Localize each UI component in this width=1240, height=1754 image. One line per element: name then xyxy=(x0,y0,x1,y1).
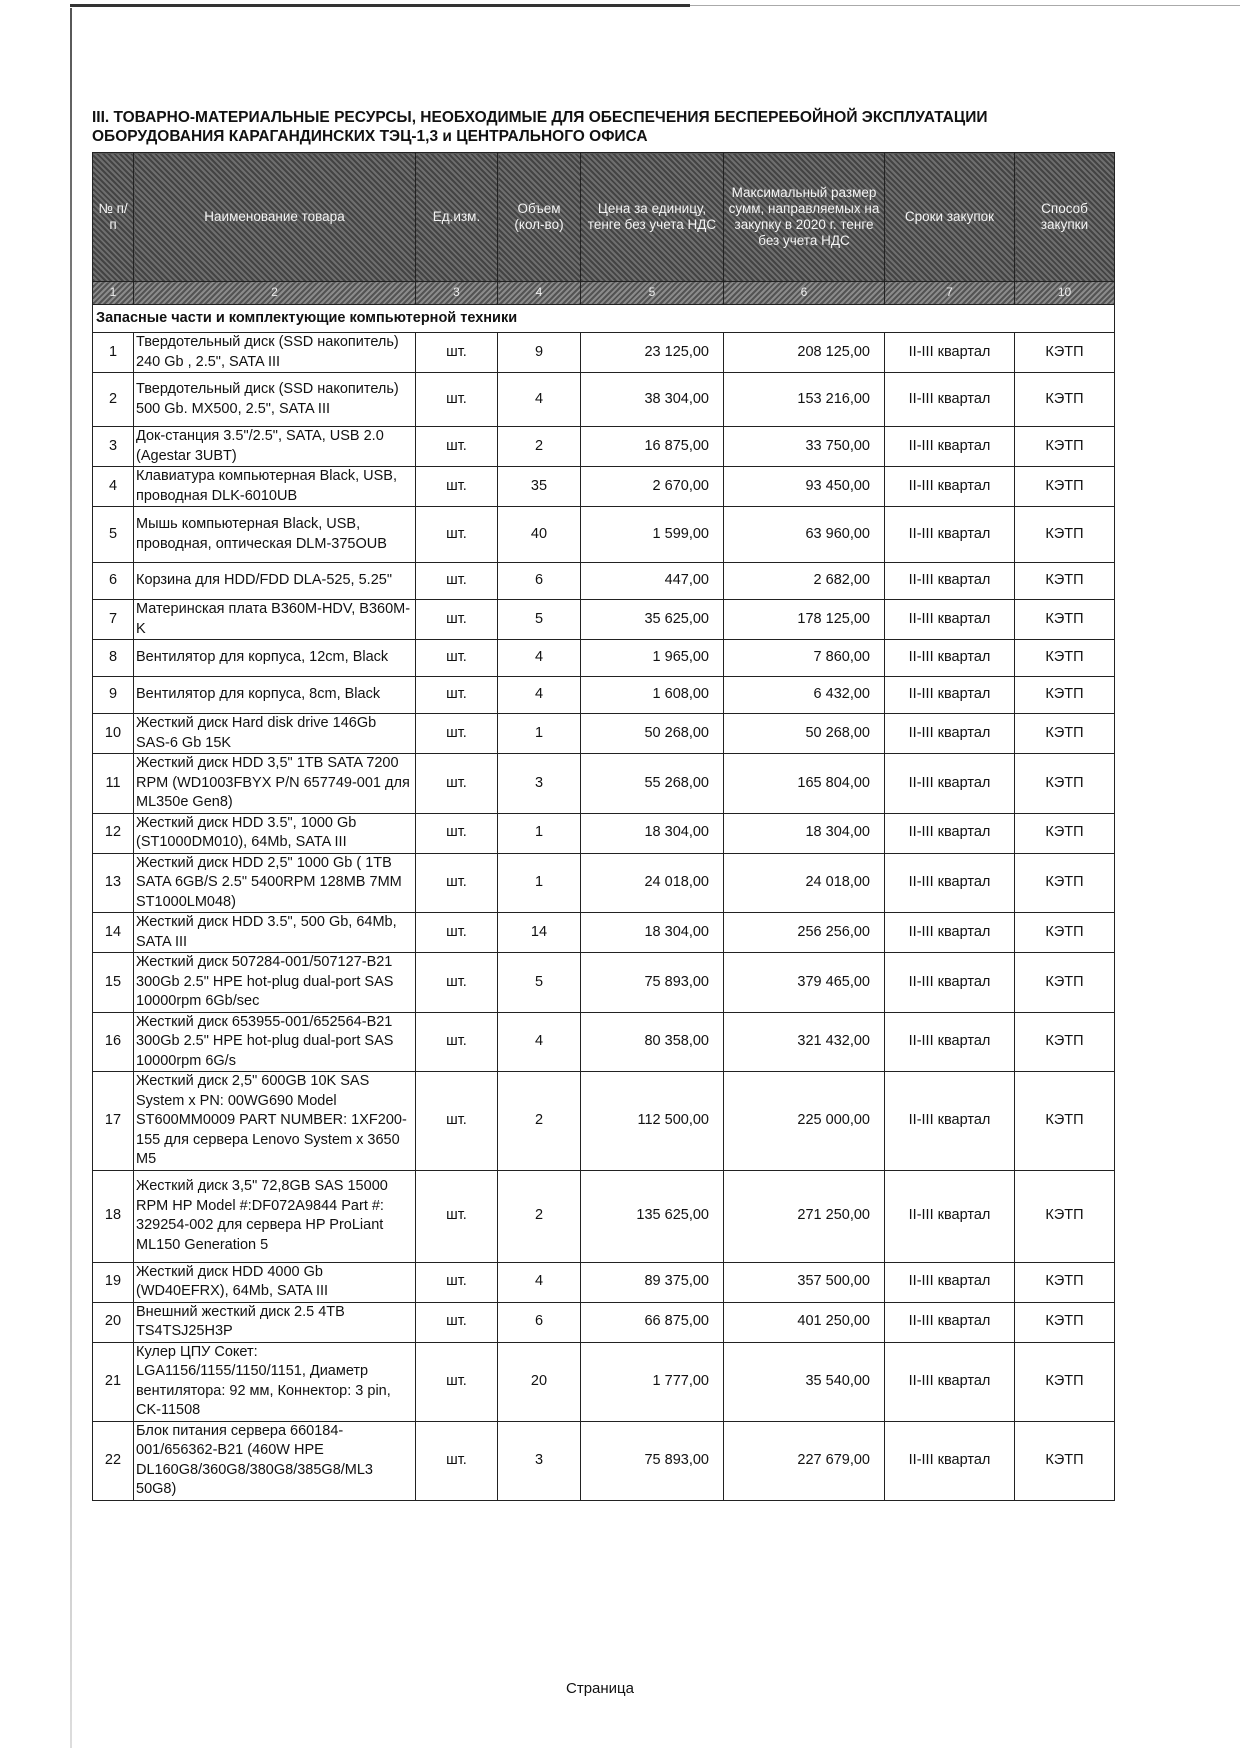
item-quantity: 14 xyxy=(498,913,581,953)
item-method: КЭТП xyxy=(1015,813,1115,853)
item-name: Жесткий диск 507284-001/507127-B21 300Gb 2.5" HPE hot-plug dual-port SAS 10000rpm 6Gb/sec xyxy=(134,953,416,1013)
item-term: II-III квартал xyxy=(885,427,1015,467)
column-number: 3 xyxy=(416,282,498,305)
item-unit: шт. xyxy=(416,1302,498,1342)
table-row xyxy=(93,677,1115,714)
item-quantity: 2 xyxy=(498,1072,581,1171)
table-row xyxy=(93,1302,1115,1342)
item-name: Материнская плата B360M-HDV, B360M-K xyxy=(134,600,416,640)
item-price: 112 500,00 xyxy=(581,1072,724,1171)
item-price: 66 875,00 xyxy=(581,1302,724,1342)
item-quantity: 9 xyxy=(498,333,581,373)
header-term: Сроки закупок xyxy=(885,153,1015,282)
row-number: 13 xyxy=(93,853,134,913)
item-method: КЭТП xyxy=(1015,563,1115,600)
item-term: II-III квартал xyxy=(885,640,1015,677)
table-row xyxy=(93,754,1115,814)
item-price: 50 268,00 xyxy=(581,714,724,754)
item-term: II-III квартал xyxy=(885,563,1015,600)
row-number: 10 xyxy=(93,714,134,754)
item-term: II-III квартал xyxy=(885,913,1015,953)
item-term: II-III квартал xyxy=(885,600,1015,640)
item-max-sum: 93 450,00 xyxy=(724,467,885,507)
item-term: II-III квартал xyxy=(885,373,1015,427)
item-unit: шт. xyxy=(416,640,498,677)
item-price: 1 599,00 xyxy=(581,507,724,563)
item-term: II-III квартал xyxy=(885,1342,1015,1421)
item-price: 75 893,00 xyxy=(581,1421,724,1500)
table-row xyxy=(93,427,1115,467)
item-name: Блок питания сервера 660184-001/656362-B21 (460W HPE DL160G8/360G8/380G8/385G8/ML3 50G8) xyxy=(134,1421,416,1500)
row-number: 19 xyxy=(93,1262,134,1302)
item-term: II-III квартал xyxy=(885,333,1015,373)
resources-table xyxy=(92,152,1115,1501)
header-unit: Ед.изм. xyxy=(416,153,498,282)
item-name: Вентилятор для корпуса, 12cm, Black xyxy=(134,640,416,677)
item-price: 135 625,00 xyxy=(581,1170,724,1262)
item-term: II-III квартал xyxy=(885,953,1015,1013)
item-term: II-III квартал xyxy=(885,507,1015,563)
item-max-sum: 271 250,00 xyxy=(724,1170,885,1262)
item-term: II-III квартал xyxy=(885,1012,1015,1072)
item-max-sum: 321 432,00 xyxy=(724,1012,885,1072)
column-number-row xyxy=(93,282,1115,305)
item-method: КЭТП xyxy=(1015,640,1115,677)
item-unit: шт. xyxy=(416,1072,498,1171)
table-header-row xyxy=(93,153,1115,282)
item-name: Жесткий диск HDD 3.5", 1000 Gb (ST1000DM010), 64Mb, SATA III xyxy=(134,813,416,853)
column-number: 2 xyxy=(134,282,416,305)
table-row xyxy=(93,333,1115,373)
item-price: 447,00 xyxy=(581,563,724,600)
item-max-sum: 6 432,00 xyxy=(724,677,885,714)
item-method: КЭТП xyxy=(1015,467,1115,507)
header-price: Цена за единицу, тенге без учета НДС xyxy=(581,153,724,282)
row-number: 11 xyxy=(93,754,134,814)
item-name: Жесткий диск HDD 2,5" 1000 Gb ( 1TB SATA 6GB/S 2.5" 5400RPM 128MB 7MM ST1000LM048) xyxy=(134,853,416,913)
item-term: II-III квартал xyxy=(885,714,1015,754)
item-quantity: 5 xyxy=(498,600,581,640)
table-row xyxy=(93,913,1115,953)
item-name: Мышь компьютерная Black, USB, проводная, оптическая DLM-375OUB xyxy=(134,507,416,563)
row-number: 21 xyxy=(93,1342,134,1421)
item-method: КЭТП xyxy=(1015,754,1115,814)
item-unit: шт. xyxy=(416,853,498,913)
column-number: 4 xyxy=(498,282,581,305)
table-body xyxy=(93,333,1115,1501)
item-max-sum: 2 682,00 xyxy=(724,563,885,600)
table-row xyxy=(93,467,1115,507)
item-name: Внешний жесткий диск 2.5 4TB TS4TSJ25H3P xyxy=(134,1302,416,1342)
item-max-sum: 63 960,00 xyxy=(724,507,885,563)
item-method: КЭТП xyxy=(1015,1012,1115,1072)
row-number: 8 xyxy=(93,640,134,677)
scan-edge-top xyxy=(70,4,690,7)
row-number: 4 xyxy=(93,467,134,507)
row-number: 18 xyxy=(93,1170,134,1262)
table-row xyxy=(93,853,1115,913)
item-max-sum: 50 268,00 xyxy=(724,714,885,754)
item-name: Жесткий диск HDD 4000 Gb (WD40EFRX), 64Mb, SATA III xyxy=(134,1262,416,1302)
item-unit: шт. xyxy=(416,714,498,754)
item-unit: шт. xyxy=(416,600,498,640)
item-name: Клавиатура компьютерная Black, USB, проводная DLK-6010UB xyxy=(134,467,416,507)
item-max-sum: 227 679,00 xyxy=(724,1421,885,1500)
item-max-sum: 401 250,00 xyxy=(724,1302,885,1342)
item-unit: шт. xyxy=(416,333,498,373)
item-quantity: 40 xyxy=(498,507,581,563)
item-name: Вентилятор для корпуса, 8cm, Black xyxy=(134,677,416,714)
item-unit: шт. xyxy=(416,953,498,1013)
row-number: 5 xyxy=(93,507,134,563)
item-term: II-III квартал xyxy=(885,853,1015,913)
table-row xyxy=(93,714,1115,754)
table-row xyxy=(93,1072,1115,1171)
row-number: 16 xyxy=(93,1012,134,1072)
item-quantity: 4 xyxy=(498,677,581,714)
item-method: КЭТП xyxy=(1015,953,1115,1013)
row-number: 12 xyxy=(93,813,134,853)
item-method: КЭТП xyxy=(1015,427,1115,467)
header-name: Наименование товара xyxy=(134,153,416,282)
item-price: 35 625,00 xyxy=(581,600,724,640)
table-row xyxy=(93,953,1115,1013)
item-name: Док-станция 3.5"/2.5", SATA, USB 2.0 (Agestar 3UBT) xyxy=(134,427,416,467)
item-max-sum: 256 256,00 xyxy=(724,913,885,953)
section-title: Запасные части и комплектующие компьютерной техники xyxy=(93,305,1115,333)
item-quantity: 2 xyxy=(498,427,581,467)
table-row xyxy=(93,1170,1115,1262)
item-name: Твердотельный диск (SSD накопитель) 240 Gb , 2.5", SATA III xyxy=(134,333,416,373)
item-price: 55 268,00 xyxy=(581,754,724,814)
item-quantity: 6 xyxy=(498,563,581,600)
item-term: II-III квартал xyxy=(885,1262,1015,1302)
item-method: КЭТП xyxy=(1015,714,1115,754)
row-number: 7 xyxy=(93,600,134,640)
item-term: II-III квартал xyxy=(885,1302,1015,1342)
item-method: КЭТП xyxy=(1015,853,1115,913)
row-number: 6 xyxy=(93,563,134,600)
item-name: Кулер ЦПУ Сокет: LGA1156/1155/1150/1151, Диаметр вентилятора: 92 мм, Коннектор: 3 pin, CK-11508 xyxy=(134,1342,416,1421)
item-name: Жесткий диск 2,5" 600GB 10K SAS System x PN: 00WG690 Model ST600MM0009 PART NUMBER: 1XF200-155 для сервера Lenovo System x 3650 M5 xyxy=(134,1072,416,1171)
item-method: КЭТП xyxy=(1015,1170,1115,1262)
document-title: III. ТОВАРНО-МАТЕРИАЛЬНЫЕ РЕСУРСЫ, НЕОБХОДИМЫЕ ДЛЯ ОБЕСПЕЧЕНИЯ БЕСПЕРЕБОЙНОЙ ЭКСПЛУАТАЦИИ ОБОРУДОВАНИЯ КАРАГАНДИНСКИХ ТЭЦ-1,3 и ЦЕНТРАЛЬНОГО ОФИСА xyxy=(92,109,988,145)
row-number: 20 xyxy=(93,1302,134,1342)
table-row xyxy=(93,563,1115,600)
row-number: 1 xyxy=(93,333,134,373)
row-number: 3 xyxy=(93,427,134,467)
item-method: КЭТП xyxy=(1015,677,1115,714)
header-max-sum: Максимальный размер сумм, направляемых на закупку в 2020 г. тенге без учета НДС xyxy=(724,153,885,282)
item-quantity: 4 xyxy=(498,1012,581,1072)
item-price: 80 358,00 xyxy=(581,1012,724,1072)
item-unit: шт. xyxy=(416,677,498,714)
row-number: 14 xyxy=(93,913,134,953)
column-number: 1 xyxy=(93,282,134,305)
table-row xyxy=(93,1421,1115,1500)
item-unit: шт. xyxy=(416,813,498,853)
item-method: КЭТП xyxy=(1015,600,1115,640)
item-term: II-III квартал xyxy=(885,1170,1015,1262)
item-unit: шт. xyxy=(416,467,498,507)
row-number: 15 xyxy=(93,953,134,1013)
item-unit: шт. xyxy=(416,754,498,814)
item-max-sum: 24 018,00 xyxy=(724,853,885,913)
table-row xyxy=(93,373,1115,427)
page-footer: Страница xyxy=(566,1680,634,1697)
item-method: КЭТП xyxy=(1015,1302,1115,1342)
item-name: Корзина для HDD/FDD DLA-525, 5.25" xyxy=(134,563,416,600)
item-method: КЭТП xyxy=(1015,913,1115,953)
item-name: Жесткий диск 3,5" 72,8GB SAS 15000 RPM HP Model #:DF072A9844 Part #: 329254-002 для сервера HP ProLiant ML150 Generation 5 xyxy=(134,1170,416,1262)
item-unit: шт. xyxy=(416,507,498,563)
header-quantity: Объем (кол-во) xyxy=(498,153,581,282)
item-unit: шт. xyxy=(416,427,498,467)
column-number: 7 xyxy=(885,282,1015,305)
item-price: 1 777,00 xyxy=(581,1342,724,1421)
item-max-sum: 165 804,00 xyxy=(724,754,885,814)
scan-edge-top-faint xyxy=(690,5,1240,6)
item-max-sum: 33 750,00 xyxy=(724,427,885,467)
item-quantity: 4 xyxy=(498,640,581,677)
item-quantity: 5 xyxy=(498,953,581,1013)
item-max-sum: 35 540,00 xyxy=(724,1342,885,1421)
row-number: 22 xyxy=(93,1421,134,1500)
table-row xyxy=(93,1012,1115,1072)
item-name: Жесткий диск Hard disk drive 146Gb SAS-6 Gb 15K xyxy=(134,714,416,754)
item-max-sum: 178 125,00 xyxy=(724,600,885,640)
item-unit: шт. xyxy=(416,1421,498,1500)
table-row xyxy=(93,813,1115,853)
item-quantity: 3 xyxy=(498,754,581,814)
item-max-sum: 153 216,00 xyxy=(724,373,885,427)
item-quantity: 1 xyxy=(498,853,581,913)
item-method: КЭТП xyxy=(1015,1421,1115,1500)
item-method: КЭТП xyxy=(1015,373,1115,427)
item-term: II-III квартал xyxy=(885,813,1015,853)
item-unit: шт. xyxy=(416,913,498,953)
item-price: 38 304,00 xyxy=(581,373,724,427)
item-term: II-III квартал xyxy=(885,1421,1015,1500)
item-unit: шт. xyxy=(416,563,498,600)
item-quantity: 6 xyxy=(498,1302,581,1342)
table-row xyxy=(93,507,1115,563)
item-name: Жесткий диск HDD 3,5" 1TB SATA 7200 RPM (WD1003FBYX P/N 657749-001 для ML350e Gen8) xyxy=(134,754,416,814)
item-term: II-III квартал xyxy=(885,677,1015,714)
item-unit: шт. xyxy=(416,1342,498,1421)
item-quantity: 4 xyxy=(498,1262,581,1302)
section-row xyxy=(93,305,1115,333)
item-name: Жесткий диск 653955-001/652564-B21 300Gb 2.5" HPE hot-plug dual-port SAS 10000rpm 6G/s xyxy=(134,1012,416,1072)
item-unit: шт. xyxy=(416,1262,498,1302)
item-method: КЭТП xyxy=(1015,1072,1115,1171)
item-unit: шт. xyxy=(416,1170,498,1262)
table-row xyxy=(93,600,1115,640)
item-quantity: 4 xyxy=(498,373,581,427)
item-max-sum: 225 000,00 xyxy=(724,1072,885,1171)
item-term: II-III квартал xyxy=(885,754,1015,814)
item-price: 89 375,00 xyxy=(581,1262,724,1302)
item-max-sum: 7 860,00 xyxy=(724,640,885,677)
row-number: 2 xyxy=(93,373,134,427)
table-row xyxy=(93,1262,1115,1302)
row-number: 17 xyxy=(93,1072,134,1171)
item-unit: шт. xyxy=(416,373,498,427)
scan-edge-left xyxy=(70,8,72,1748)
item-max-sum: 357 500,00 xyxy=(724,1262,885,1302)
item-quantity: 3 xyxy=(498,1421,581,1500)
item-method: КЭТП xyxy=(1015,1262,1115,1302)
item-quantity: 35 xyxy=(498,467,581,507)
item-term: II-III квартал xyxy=(885,1072,1015,1171)
item-term: II-III квартал xyxy=(885,467,1015,507)
item-unit: шт. xyxy=(416,1012,498,1072)
column-number: 5 xyxy=(581,282,724,305)
item-price: 16 875,00 xyxy=(581,427,724,467)
item-max-sum: 208 125,00 xyxy=(724,333,885,373)
item-method: КЭТП xyxy=(1015,507,1115,563)
item-quantity: 2 xyxy=(498,1170,581,1262)
item-price: 18 304,00 xyxy=(581,913,724,953)
item-name: Твердотельный диск (SSD накопитель) 500 Gb. MX500, 2.5", SATA III xyxy=(134,373,416,427)
item-quantity: 20 xyxy=(498,1342,581,1421)
item-method: КЭТП xyxy=(1015,1342,1115,1421)
item-price: 23 125,00 xyxy=(581,333,724,373)
item-price: 18 304,00 xyxy=(581,813,724,853)
item-price: 24 018,00 xyxy=(581,853,724,913)
item-method: КЭТП xyxy=(1015,333,1115,373)
item-price: 2 670,00 xyxy=(581,467,724,507)
column-number: 10 xyxy=(1015,282,1115,305)
column-number: 6 xyxy=(724,282,885,305)
table-row xyxy=(93,640,1115,677)
item-max-sum: 379 465,00 xyxy=(724,953,885,1013)
item-name: Жесткий диск HDD 3.5", 500 Gb, 64Mb, SATA III xyxy=(134,913,416,953)
item-quantity: 1 xyxy=(498,714,581,754)
header-number: № п/п xyxy=(93,153,134,282)
item-max-sum: 18 304,00 xyxy=(724,813,885,853)
item-price: 75 893,00 xyxy=(581,953,724,1013)
table-row xyxy=(93,1342,1115,1421)
item-price: 1 608,00 xyxy=(581,677,724,714)
item-quantity: 1 xyxy=(498,813,581,853)
header-method: Способ закупки xyxy=(1015,153,1115,282)
item-price: 1 965,00 xyxy=(581,640,724,677)
row-number: 9 xyxy=(93,677,134,714)
